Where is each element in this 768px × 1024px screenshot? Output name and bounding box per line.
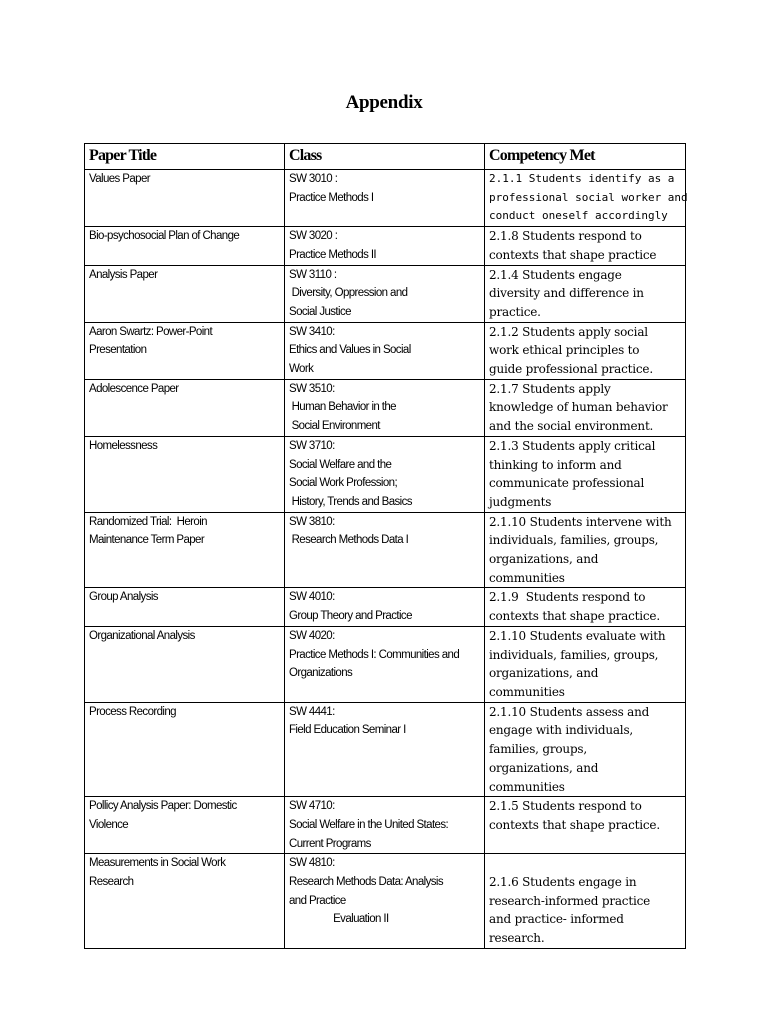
cell-text-line: Field Education Seminar I [289,724,406,737]
cell-text-line: Work [289,363,314,376]
paper-title-cell [85,379,285,436]
competency-cell [485,854,686,949]
table-row [85,854,686,949]
class-cell [285,626,485,702]
cell-text-line: contexts that shape practice [489,247,657,262]
table-header-row [85,144,686,170]
class-cell [285,170,485,227]
cell-text-line: SW 3020 : [289,230,338,243]
cell-text-line: Maintenance Term Paper [89,534,205,547]
cell-text-line: SW 3010 : [289,173,338,185]
cell-text-line: Social Justice [289,305,351,318]
cell-text-line: Social Welfare and the [289,458,392,471]
cell-text-line: organizations, and [489,760,599,775]
competency-cell [485,227,686,265]
cell-text-line: communities [489,779,565,794]
paper-title-cell [85,227,285,265]
class-cell [285,797,485,854]
cell-text-line: engage with individuals, [489,723,634,738]
header-competency-met: Competency Met [485,144,686,170]
table-row [85,170,686,227]
competency-cell [485,322,686,379]
competency-cell [485,170,686,227]
paper-title-cell [85,702,285,797]
cell-text-line: Current Programs [289,837,371,850]
cell-text-line: Practice Methods I: Communities and [289,648,460,661]
competency-cell [485,702,686,797]
paper-title-cell [85,322,285,379]
header-class: Class [285,144,485,170]
cell-text-line: diversity and difference in [489,286,644,301]
class-cell [285,265,485,322]
cell-text-line: professional social worker and [489,190,688,204]
cell-text-line: 2.1.10 Students intervene with [489,514,672,529]
cell-text-line: Group Theory and Practice [289,610,412,623]
cell-text-line: communities [489,570,565,585]
class-cell [285,854,485,949]
table-row [85,436,686,512]
competency-cell [485,379,686,436]
cell-text-line: Social Work Profession; [289,477,398,490]
class-cell [285,436,485,512]
cell-text-line [489,854,681,873]
cell-text-line: Practice Methods I [289,191,374,204]
table-row [85,512,686,588]
cell-text-line: 2.1.5 Students respond to [489,799,642,814]
paper-title-cell [85,854,285,949]
cell-text-line: judgments [489,494,552,509]
cell-text-line: Human Behavior in the [289,401,396,414]
header-paper-title: Paper Title [85,144,285,170]
competency-cell [485,436,686,512]
cell-text-line: 2.1.9 Students respond to [489,590,646,605]
cell-text-line: SW 3510: [289,382,335,395]
paper-title-cell [85,626,285,702]
table-row [85,227,686,265]
cell-text-line: Practice Methods II [289,248,377,261]
table-row [85,797,686,854]
paper-title-cell [85,588,285,626]
cell-text-line: 2.1.10 Students evaluate with [489,628,666,643]
cell-text-line: Social Welfare in the United States: [289,818,449,831]
cell-text-line: Aaron Swartz: Power-Point [89,325,213,338]
cell-text-line: 2.1.8 Students respond to [489,229,642,244]
cell-text-line: SW 4441: [289,705,335,718]
cell-text-line: Social Environment [289,420,380,433]
appendix-table [84,143,686,949]
cell-text-line: Organizations [289,667,353,680]
class-cell [285,588,485,626]
paper-title-cell [85,436,285,512]
cell-text-line: 2.1.7 Students apply [489,381,611,396]
paper-title-cell [85,265,285,322]
cell-text-line: SW 3810: [289,515,335,528]
competency-cell [485,588,686,626]
cell-text-line: Research Methods Data: Analysis [289,876,443,889]
cell-text-line: Ethics and Values in Social [289,344,411,357]
table-row [85,702,686,797]
cell-text-line: SW 3410: [289,325,335,338]
cell-text-line: Group Analysis [89,591,158,604]
class-cell [285,322,485,379]
cell-text-line: 2.1.3 Students apply critical [489,438,656,453]
cell-text-line: families, groups, [489,742,588,757]
cell-text-line: History, Trends and Basics [289,495,412,508]
cell-text-line: knowledge of human behavior [489,400,668,415]
cell-text-line: contexts that shape practice. [489,609,660,624]
cell-text-line: individuals, families, groups, [489,647,659,662]
cell-text-line: Analysis Paper [89,268,158,281]
cell-text-line: SW 4810: [289,857,335,870]
cell-text-line: Violence [89,818,129,831]
competency-cell [485,626,686,702]
cell-text-line: research-informed practice [489,893,651,908]
cell-text-line: Research Methods Data I [289,534,409,547]
cell-text-line: communicate professional [489,476,645,491]
table-row [85,265,686,322]
cell-text-line: organizations, and [489,552,599,567]
competency-cell [485,797,686,854]
cell-text-line: 2.1.4 Students engage [489,267,622,282]
cell-text-line: Bio-psychosocial Plan of Change [89,230,240,243]
cell-text-line: work ethical principles to [489,343,640,358]
cell-text-line: guide professional practice. [489,362,653,377]
table-row [85,322,686,379]
competency-cell [485,512,686,588]
cell-text-line: and Practice [289,894,346,907]
cell-text-line: research. [489,931,545,946]
class-cell [285,702,485,797]
cell-text-line: SW 4010: [289,591,335,604]
cell-text-line: and practice- informed [489,912,624,927]
cell-text-line: SW 3710: [289,439,335,452]
cell-text-line: Presentation [89,344,147,357]
page-title: Appendix [345,92,423,113]
cell-text-line: contexts that shape practice. [489,817,660,832]
table-row [85,379,686,436]
cell-text-line: Randomized Trial: Heroin [89,515,207,528]
cell-text-line: conduct oneself accordingly [489,209,668,223]
class-cell [285,379,485,436]
cell-text-line: Homelessness [89,439,158,452]
competency-cell [485,265,686,322]
cell-text-line: individuals, families, groups, [489,533,659,548]
cell-text-line: practice. [489,304,541,319]
table-row [85,588,686,626]
cell-text-line: Measurements in Social Work [89,857,226,870]
paper-title-cell [85,170,285,227]
cell-text-line: 2.1.10 Students assess and [489,704,650,719]
cell-text-line: communities [489,684,565,699]
cell-text-line: Diversity, Oppression and [289,287,408,300]
cell-text-line: SW 4710: [289,800,335,813]
cell-text-line: thinking to inform and [489,457,622,472]
cell-text-line: 2.1.6 Students engage in [489,875,637,890]
cell-text-line: Process Recording [89,705,176,718]
cell-text-line: organizations, and [489,666,599,681]
cell-text-line: SW 4020: [289,629,335,642]
cell-text-line: Pollicy Analysis Paper: Domestic [89,800,237,813]
table-row [85,626,686,702]
cell-text-line: Research [89,876,134,889]
class-cell [285,227,485,265]
paper-title-cell [85,512,285,588]
cell-text-line: Values Paper [89,173,150,185]
cell-text-line: SW 3110 : [289,268,337,281]
cell-text-line: Evaluation II [289,913,389,926]
cell-text-line: 2.1.1 Students identify as a [489,172,675,185]
cell-text-line: and the social environment. [489,419,654,434]
cell-text-line: Organizational Analysis [89,629,195,642]
cell-text-line: 2.1.2 Students apply social [489,324,648,339]
paper-title-cell [85,797,285,854]
cell-text-line: Adolescence Paper [89,382,179,395]
class-cell [285,512,485,588]
